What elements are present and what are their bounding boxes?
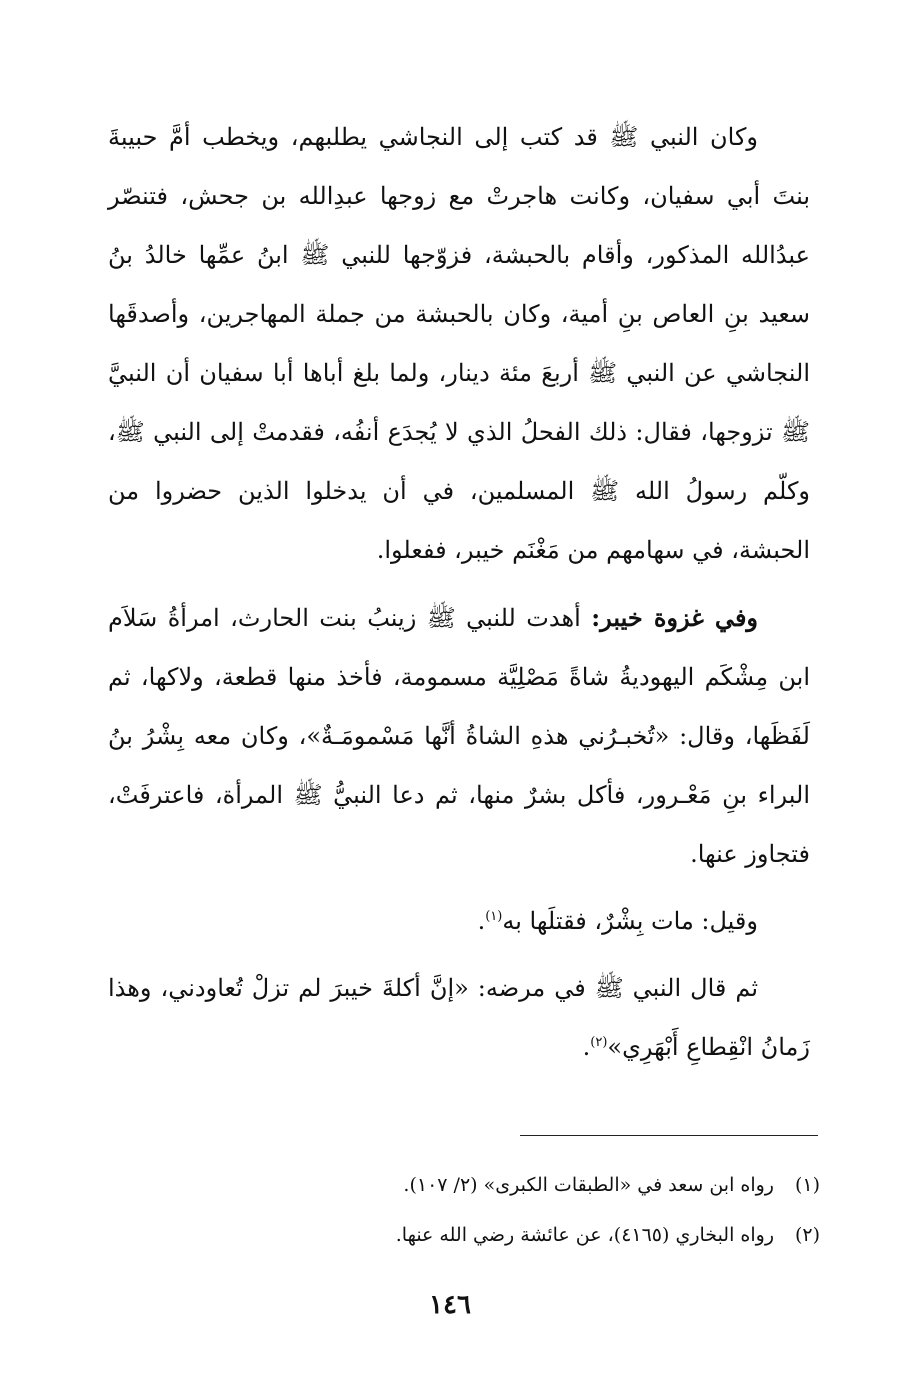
footnote-2-text: رواه البخاري (٤١٦٥)، عن عائشة رضي الله عنها. bbox=[395, 1224, 774, 1246]
paragraph-1: وكان النبي ﷺ قد كتب إلى النجاشي يطلبهم، ويخطب أمَّ حبيبةَ بنتَ أبي سفيان، وكانت هاجرتْ مع زوجها عبدِالله بن جحش، فتنصّر عبدُالله المذكور، وأقام بالحبشة، فزوّجها للنبي ﷺ ابنُ عمِّها خالدُ بنُ سعيد بنِ العاص بنِ أمية، وكان بالحبشة من جملة المهاجرين، وأصدقَها النجاشي عن النبي ﷺ أربعَ مئة دينار، ولما بلغ أباها أبا سفيان أن النبيَّ ﷺ تزوجها، فقال: ذلك الفحلُ الذي لا يُجدَع أنفُه، فقدمتْ إلى النبي ﷺ، وكلّم رسولُ الله ﷺ المسلمين، في أن يدخلوا الذين حضروا من الحبشة، في سهامهم من مَغْنَم خيبر، ففعلوا. bbox=[108, 123, 810, 564]
main-text bbox=[108, 108, 810, 1077]
paragraph-2-lead: وفي غزوة خيبر: bbox=[591, 603, 758, 632]
footnote-1-text: رواه ابن سعد في «الطبقات الكبرى» (٢/ ١٠٧). bbox=[403, 1174, 774, 1196]
footnote-ref-2[interactable]: (٢) bbox=[590, 1035, 608, 1050]
paragraph-2 bbox=[108, 588, 810, 884]
paragraph-3-text: وقيل: مات بِشْرٌ، فقتلَها به bbox=[502, 907, 758, 935]
footnote-ref-1[interactable]: (١) bbox=[485, 909, 503, 924]
footnote-1 bbox=[108, 1160, 820, 1210]
paragraph-4-end: . bbox=[582, 1033, 591, 1061]
paragraph-4-text: ثم قال النبي ﷺ في مرضه: «إنَّ أكلةَ خيبرَ لم تزلْ تُعاودني، وهذا زَمانُ انْقِطاعِ أَبْهَرِي» bbox=[108, 974, 810, 1061]
paragraph-4 bbox=[108, 959, 810, 1077]
page-number: ١٤٦ bbox=[429, 1290, 471, 1320]
paragraph-3 bbox=[108, 892, 810, 951]
footnote-1-number: (١) bbox=[794, 1174, 820, 1196]
footnote-2-number: (٢) bbox=[794, 1224, 820, 1246]
paragraph-3-end: . bbox=[477, 907, 486, 935]
footnote-2 bbox=[108, 1210, 820, 1260]
footnote-divider bbox=[520, 1135, 818, 1136]
footnotes bbox=[108, 1160, 820, 1260]
paragraph-2-text: أهدت للنبي ﷺ زينبُ بنت الحارث، امرأةُ سَلاَم ابن مِشْكَم اليهوديةُ شاةً مَصْلِيَّة مسمومة، فأخذ منها قطعة، ولاكها، ثم لَفَظَها، وقال: «تُخبـرُني هذهِ الشاةُ أنَّها مَسْمومَـةٌ»، وكان معه بِشْرُ بنُ البراء بنِ مَعْـرور، فأكل بشرٌ منها، ثم دعا النبيُّ ﷺ المرأة، فاعترفَتْ، فتجاوز عنها. bbox=[108, 604, 811, 868]
